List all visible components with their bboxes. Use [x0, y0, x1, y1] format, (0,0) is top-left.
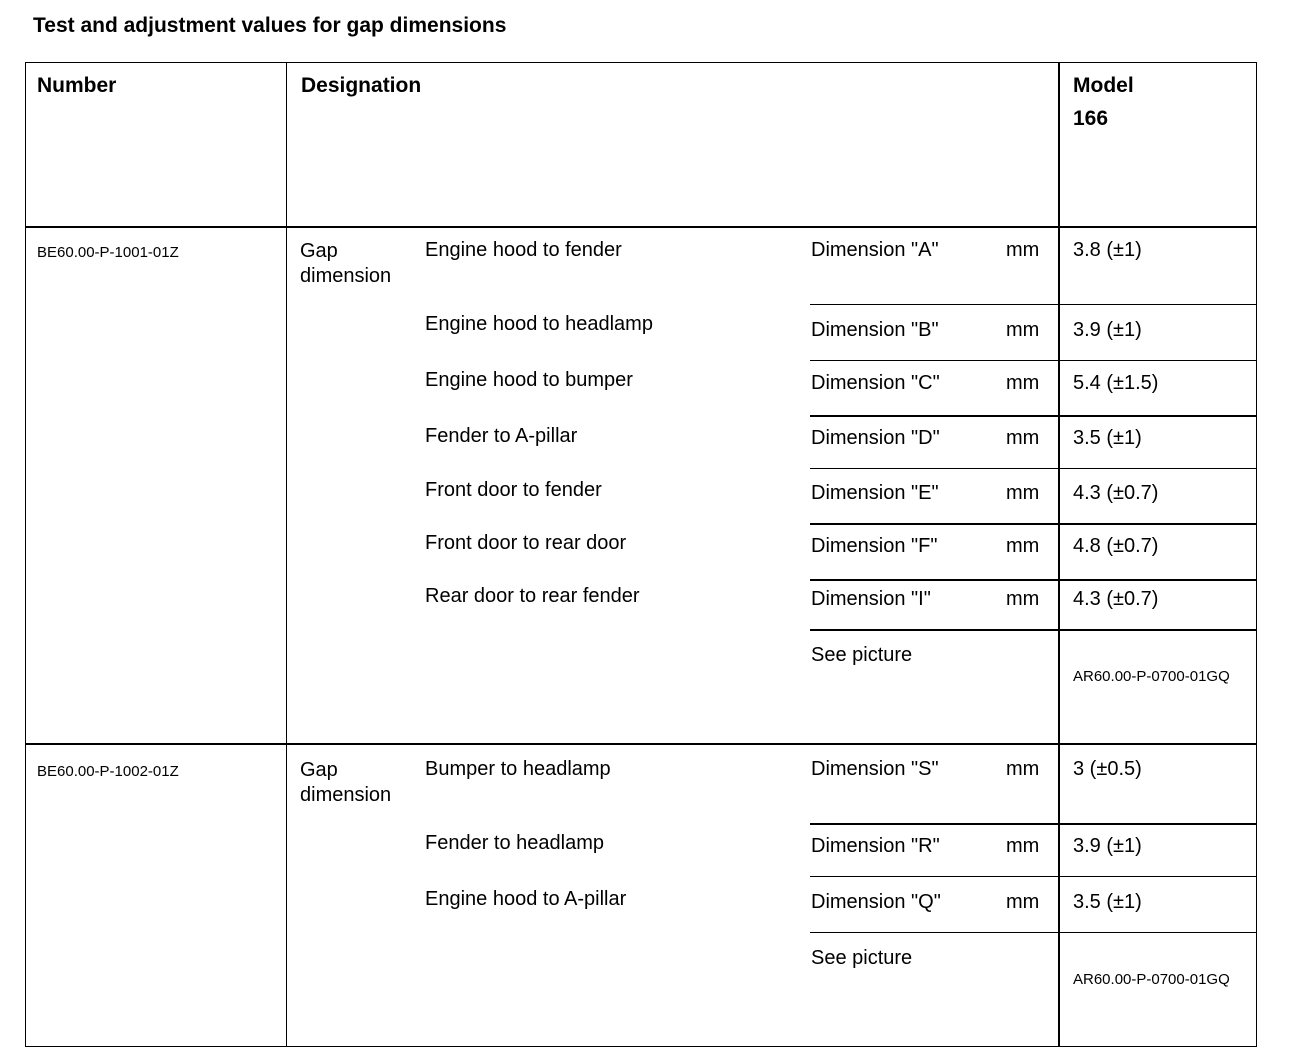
row-divider [810, 304, 1257, 305]
unit-label: mm [1006, 239, 1040, 261]
row-divider [25, 226, 1257, 228]
value-cell: 3.5 (±1) [1073, 891, 1142, 913]
header-model: Model [1073, 74, 1134, 97]
item-label: Engine hood to A-pillar [425, 888, 627, 910]
item-label: Fender to A-pillar [425, 425, 578, 447]
item-label: Engine hood to fender [425, 239, 622, 261]
header-designation: Designation [301, 74, 422, 97]
dimension-label: Dimension "B" [811, 319, 939, 341]
value-cell: 3.9 (±1) [1073, 835, 1142, 857]
group-number: BE60.00-P-1001-01Z [37, 244, 179, 261]
dimension-label: Dimension "I" [811, 588, 931, 610]
value-cell: 4.8 (±0.7) [1073, 535, 1159, 557]
value-cell: 3.9 (±1) [1073, 319, 1142, 341]
value-cell: 4.3 (±0.7) [1073, 588, 1159, 610]
group-category: Gap dimension [300, 759, 392, 806]
item-label: Engine hood to headlamp [425, 313, 653, 335]
item-label: Engine hood to bumper [425, 369, 633, 391]
item-label: Rear door to rear fender [425, 585, 640, 607]
unit-label: mm [1006, 427, 1040, 449]
unit-label: mm [1006, 482, 1040, 504]
value-cell: 3.8 (±1) [1073, 239, 1142, 261]
value-cell: 4.3 (±0.7) [1073, 482, 1159, 504]
dimension-label: Dimension "A" [811, 239, 939, 261]
unit-label: mm [1006, 891, 1040, 913]
dimension-label: Dimension "C" [811, 372, 940, 394]
row-divider [810, 579, 1257, 581]
unit-label: mm [1006, 319, 1040, 341]
row-divider [810, 629, 1257, 631]
row-divider [810, 876, 1257, 877]
item-label: Front door to fender [425, 479, 602, 501]
header-model-value: 166 [1073, 107, 1109, 130]
row-divider [810, 932, 1257, 933]
dimension-label: Dimension "D" [811, 427, 940, 449]
item-label: Fender to headlamp [425, 832, 605, 854]
value-cell: 3 (±0.5) [1073, 758, 1142, 780]
picture-reference: AR60.00-P-0700-01GQ [1073, 668, 1230, 685]
value-cell: 3.5 (±1) [1073, 427, 1142, 449]
group-category: Gap dimension [300, 240, 392, 287]
dimension-label: Dimension "F" [811, 535, 938, 557]
unit-label: mm [1006, 835, 1040, 857]
page-title: Test and adjustment values for gap dimensions [33, 14, 507, 37]
row-divider [810, 468, 1257, 469]
dimension-label: Dimension "Q" [811, 891, 941, 913]
column-divider [1058, 62, 1060, 1047]
value-cell: 5.4 (±1.5) [1073, 372, 1159, 394]
row-divider [810, 415, 1257, 417]
row-divider [25, 743, 1257, 745]
item-label: Front door to rear door [425, 532, 627, 554]
row-divider [810, 523, 1257, 525]
group-number: BE60.00-P-1002-01Z [37, 763, 179, 780]
see-picture-label: See picture [811, 644, 913, 666]
row-divider [810, 360, 1257, 361]
unit-label: mm [1006, 588, 1040, 610]
picture-reference: AR60.00-P-0700-01GQ [1073, 971, 1230, 988]
unit-label: mm [1006, 372, 1040, 394]
column-divider [286, 62, 287, 1047]
dimension-label: Dimension "R" [811, 835, 940, 857]
header-number: Number [37, 74, 117, 97]
item-label: Bumper to headlamp [425, 758, 611, 780]
unit-label: mm [1006, 535, 1040, 557]
unit-label: mm [1006, 758, 1040, 780]
see-picture-label: See picture [811, 947, 913, 969]
dimension-label: Dimension "S" [811, 758, 939, 780]
dimension-label: Dimension "E" [811, 482, 939, 504]
row-divider [810, 823, 1257, 825]
